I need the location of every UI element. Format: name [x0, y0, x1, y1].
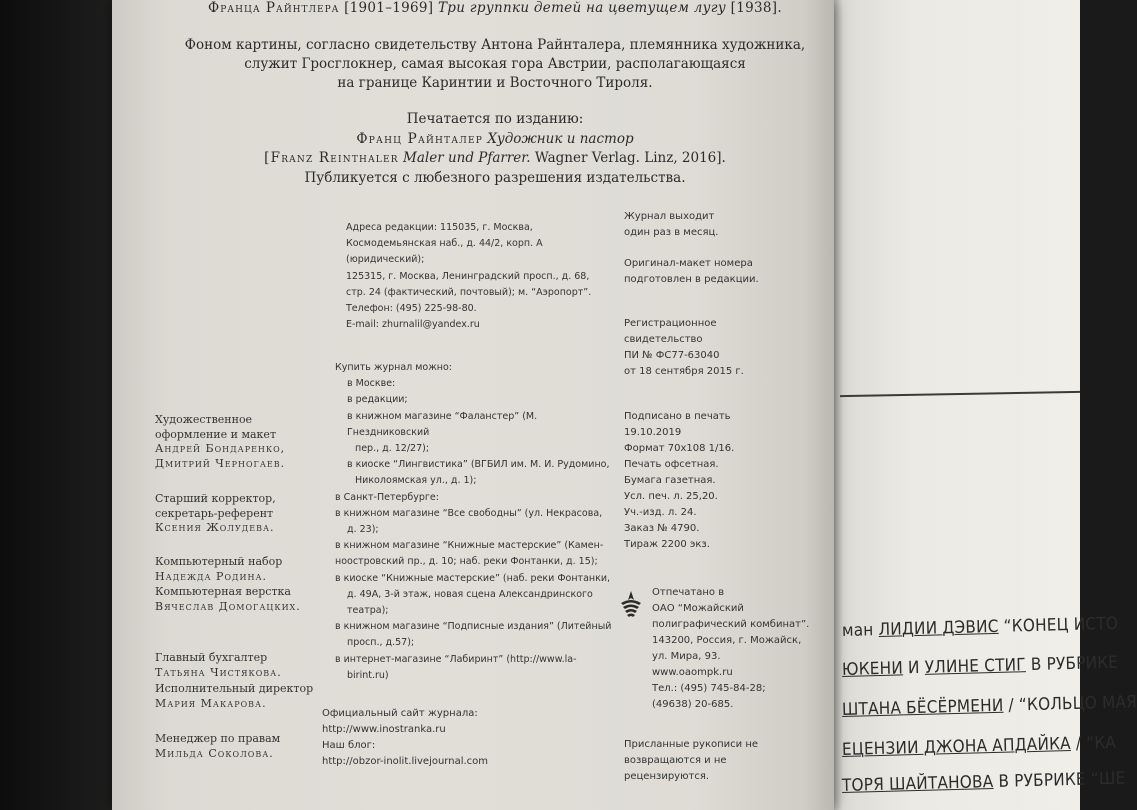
info-line: Бумага газетная. — [624, 475, 716, 486]
ad-text: “КОНЕЦ ИСТО — [998, 613, 1119, 637]
frequency-block — [624, 209, 804, 241]
shop-line: в киоске “Книжные мастерские” (наб. реки Фонтанки, — [335, 572, 611, 584]
staff-role: Старший корректор, — [155, 492, 276, 505]
shop-line: в интернет-магазине “Лабиринт” (http://www.la- — [335, 653, 577, 665]
info-line: Журнал выходит — [624, 211, 715, 222]
info-line: рецензируются. — [624, 771, 710, 782]
staff-name: Вячеслав Домогацких. — [155, 599, 301, 613]
shop-line: д. 23); — [347, 524, 379, 536]
shop-line: пер., д. 12/27); — [355, 443, 430, 455]
staff-role: Художественное — [155, 413, 253, 426]
info-line: www.oaompk.ru — [652, 667, 733, 678]
staff-role: Главный бухгалтер — [155, 651, 268, 664]
ad-text: В РУБРИКЕ “ШЕ — [993, 768, 1126, 793]
ad-name: УЛИНЕ СТИГ — [924, 655, 1027, 678]
paragraph-line: служит Гросглокнер, самая высокая гора Австрии, располагающаяся — [244, 56, 746, 72]
site-line: Наш блог: — [322, 740, 376, 751]
shop-line: в книжном магазине “Книжные мастерские” (Камен- — [335, 540, 604, 552]
source-de — [150, 149, 840, 169]
ad-name: ТОРЯ ШАЙТАНОВА — [841, 772, 994, 796]
site-line: http://www.inostranka.ru — [322, 724, 446, 735]
printer-logo-icon — [618, 589, 644, 619]
ad-text: / “КА — [1070, 732, 1117, 755]
staff-director — [155, 682, 345, 711]
address-line: E-mail: zhurnalil@yandex.ru — [346, 319, 480, 331]
shop-line: просп., д.57); — [347, 637, 415, 649]
shop-line: ноостровский пр., д. 10; наб. реки Фонтанки, д. 15); — [335, 556, 598, 568]
staff-role: Исполнительный директор — [155, 682, 314, 695]
staff-typing — [155, 555, 345, 584]
ad-text: В РУБРИКЕ — [1025, 652, 1119, 676]
background-paragraph — [150, 36, 840, 93]
ad-text: / “КОЛЬЦО МАЯ — [1003, 692, 1137, 716]
ad-text: ман — [841, 620, 879, 641]
info-line: Формат 70x108 1/16. — [624, 443, 735, 454]
staff-name: Андрей Бондаренко, — [155, 442, 286, 455]
info-line: ОАО “Можайский — [652, 603, 744, 614]
shop-line: д. 49А, 3-й этаж, новая сцена Александринского — [347, 588, 593, 600]
staff-layout — [155, 585, 345, 614]
info-line: возвращаются и не — [624, 755, 727, 766]
staff-name: Татьяна Чистякова. — [155, 665, 282, 679]
ad-name: ЕЦЕНЗИИ ДЖОНА АПДАЙКА — [841, 734, 1072, 760]
editorial-address — [346, 220, 626, 333]
info-line: ПИ № ФС77-63040 — [624, 350, 720, 361]
layout-block — [624, 256, 804, 288]
address-line: Космодемьянская наб., д. 44/2, корп. А — [346, 238, 543, 250]
artwork-year: [1938]. — [730, 0, 782, 16]
shop-line: Купить журнал можно: — [335, 362, 453, 373]
info-line: Отпечатано в — [652, 587, 725, 598]
staff-role: оформление и макет — [155, 427, 277, 441]
paragraph-line: на границе Каринтии и Восточного Тироля. — [337, 75, 653, 91]
info-line: Оригинал-макет номера — [624, 258, 753, 269]
info-line: подготовлен в редакции. — [624, 274, 759, 285]
info-line: Присланные рукописи не — [624, 739, 759, 750]
staff-name: Надежда Родина. — [155, 569, 268, 583]
staff-name: Ксения Жолудева. — [155, 521, 275, 534]
shop-line: birint.ru) — [347, 669, 389, 681]
artwork-title: Три группки детей на цветущем лугу — [437, 0, 727, 16]
info-line: один раз в месяц. — [624, 227, 719, 238]
info-line: Печать офсетная. — [624, 459, 719, 470]
address-line: Телефон: (495) 225-98-80. — [346, 303, 477, 315]
author-de: [Franz Reinthaler — [264, 150, 399, 166]
artist-name: Франца Райнтлера — [208, 0, 340, 16]
printed-label: Печатается по изданию: — [406, 111, 584, 127]
ad-name: ЮКЕНИ — [841, 658, 904, 680]
author-ru: Франц Райнталер — [356, 130, 484, 147]
info-line: Тел.: (495) 745-84-28; — [652, 683, 766, 694]
staff-corrector — [155, 492, 345, 536]
info-line: Заказ № 4790. — [624, 523, 700, 534]
info-line: Усл. печ. л. 25,20. — [624, 491, 718, 502]
book-ru: Художник и пастор — [487, 130, 634, 147]
info-line: 19.10.2019 — [624, 427, 682, 438]
staff-art — [155, 413, 345, 471]
info-line: от 18 сентября 2015 г. — [624, 366, 744, 377]
site-line: http://obzor-inolit.livejournal.com — [322, 756, 489, 767]
source-ru — [150, 130, 840, 150]
ad-text: И — [902, 657, 925, 679]
address-line: стр. 24 (фактический, почтовый); м. “Аэропорт”. — [346, 286, 592, 298]
publisher-de: Wagner Verlag. Linz, 2016]. — [534, 150, 726, 166]
ad-name: ЛИДИИ ДЭВИС — [878, 616, 999, 641]
artist-years: [1901–1969] — [344, 0, 434, 16]
shop-line: в киоске “Лингвистика” (ВГБИЛ им. М. И. Рудомино, — [347, 459, 610, 471]
address-line: 125315, г. Москва, Ленинградский просп., д. 68, — [346, 270, 590, 282]
staff-name: Мария Макарова. — [155, 696, 267, 710]
site-line: Официальный сайт журнала: — [322, 708, 478, 719]
shop-line: театра); — [347, 605, 389, 617]
info-line: 143200, Россия, г. Можайск, — [652, 635, 802, 646]
info-line: (49638) 20-685. — [652, 699, 734, 710]
info-line: Уч.-изд. л. 24. — [624, 507, 697, 518]
right-page — [840, 0, 1080, 810]
staff-rights — [155, 732, 345, 761]
source-edition — [150, 110, 840, 188]
info-line: Регистрационное — [624, 318, 717, 329]
paragraph-line: Фоном картины, согласно свидетельству Антона Райнталера, племянника художника, — [184, 37, 806, 53]
staff-name: Мильда Соколова. — [155, 746, 274, 760]
staff-role: Компьютерная верстка — [155, 585, 291, 598]
shop-line: Николоямская ул., д. 1); — [355, 475, 477, 487]
book-de: Maler und Pfarrer. — [403, 150, 531, 166]
staff-name: Дмитрий Черногаев. — [155, 456, 286, 470]
registration-block — [624, 316, 804, 380]
info-line: полиграфический комбинат”. — [652, 619, 810, 630]
info-line: Тираж 2200 экз. — [624, 539, 710, 550]
printer-block — [652, 585, 832, 713]
permission-line: Публикуется с любезного разрешения издательства. — [304, 169, 686, 186]
shop-line: в Санкт-Петербурге: — [335, 491, 439, 503]
print-specs-block — [624, 409, 804, 553]
shop-line: в книжном магазине “Фаланстер” (М. Гнездниковский — [347, 410, 538, 438]
info-line: Подписано в печать — [624, 411, 731, 422]
address-line: (юридический); — [346, 254, 425, 266]
ad-name: ШТАНА БЁСЁРМЕНИ — [841, 695, 1004, 720]
info-line: свидетельство — [624, 334, 703, 345]
artwork-credit — [150, 0, 840, 16]
staff-role: Компьютерный набор — [155, 555, 283, 568]
manuscripts-block — [624, 737, 804, 785]
shop-line: в книжном магазине “Подписные издания” (Литейный — [335, 621, 612, 633]
website-block — [322, 706, 612, 770]
staff-accountant — [155, 651, 345, 680]
shop-line: в книжном магазине “Все свободны” (ул. Некрасова, — [335, 507, 603, 519]
staff-role: Менеджер по правам — [155, 732, 281, 745]
shop-line: в Москве: — [347, 378, 396, 390]
where-to-buy — [335, 360, 615, 684]
shop-line: в редакции; — [347, 394, 408, 406]
staff-role: секретарь-референт — [155, 506, 274, 520]
info-line: ул. Мира, 93. — [652, 651, 721, 662]
address-line: Адреса редакции: 115035, г. Москва, — [346, 222, 533, 233]
